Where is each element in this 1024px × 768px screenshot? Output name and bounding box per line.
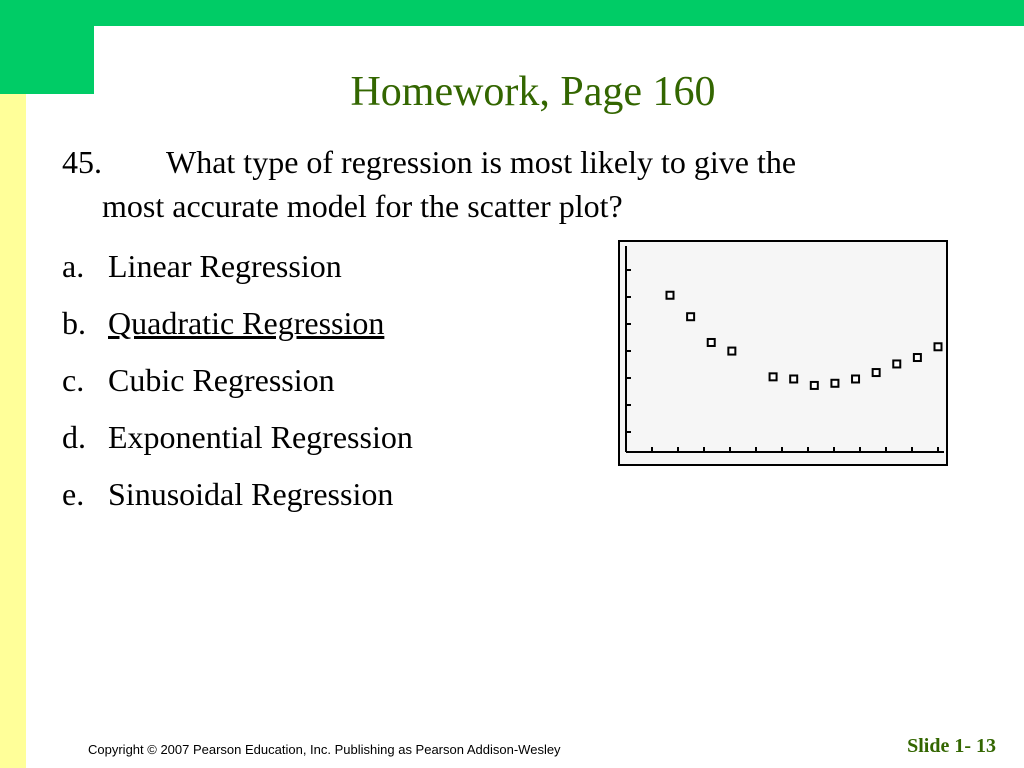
question-text xyxy=(62,140,972,228)
data-point xyxy=(893,360,900,367)
data-point xyxy=(790,375,797,382)
data-point xyxy=(873,369,880,376)
option-d xyxy=(62,415,413,459)
option-text: Cubic Regression xyxy=(108,362,335,398)
option-b xyxy=(62,301,384,345)
data-point xyxy=(667,292,674,299)
data-point xyxy=(852,375,859,382)
data-point xyxy=(770,373,777,380)
option-letter: c. xyxy=(62,362,85,398)
option-text: Linear Regression xyxy=(108,248,342,284)
data-point xyxy=(831,380,838,387)
question-line-1: What type of regression is most likely to give the xyxy=(166,144,797,180)
data-point xyxy=(811,382,818,389)
question-line-2: most accurate model for the scatter plot? xyxy=(102,188,623,224)
option-c xyxy=(62,358,335,402)
option-text: Exponential Regression xyxy=(108,419,413,455)
top-accent-bar xyxy=(0,0,1024,26)
data-point xyxy=(728,348,735,355)
data-point xyxy=(914,354,921,361)
slide-title: Homework, Page 160 xyxy=(350,69,716,115)
option-letter: a. xyxy=(62,248,85,284)
data-point xyxy=(687,313,694,320)
copyright-footer: Copyright © 2007 Pearson Education, Inc. Publishing as Pearson Addison-Wesley xyxy=(88,742,561,757)
slide-number: Slide 1- 13 xyxy=(907,735,996,757)
option-a xyxy=(62,244,342,288)
option-letter: d. xyxy=(62,419,86,455)
scatter-plot xyxy=(618,240,948,466)
option-text-correct: Quadratic Regression xyxy=(108,305,385,341)
option-letter: e. xyxy=(62,476,85,512)
data-point xyxy=(935,343,942,350)
question-number: 45. xyxy=(62,144,102,180)
option-e xyxy=(62,472,393,516)
option-text: Sinusoidal Regression xyxy=(108,476,394,512)
option-letter: b. xyxy=(62,305,86,341)
data-point xyxy=(708,339,715,346)
plot-frame xyxy=(619,241,947,465)
left-accent-strip xyxy=(0,94,26,768)
